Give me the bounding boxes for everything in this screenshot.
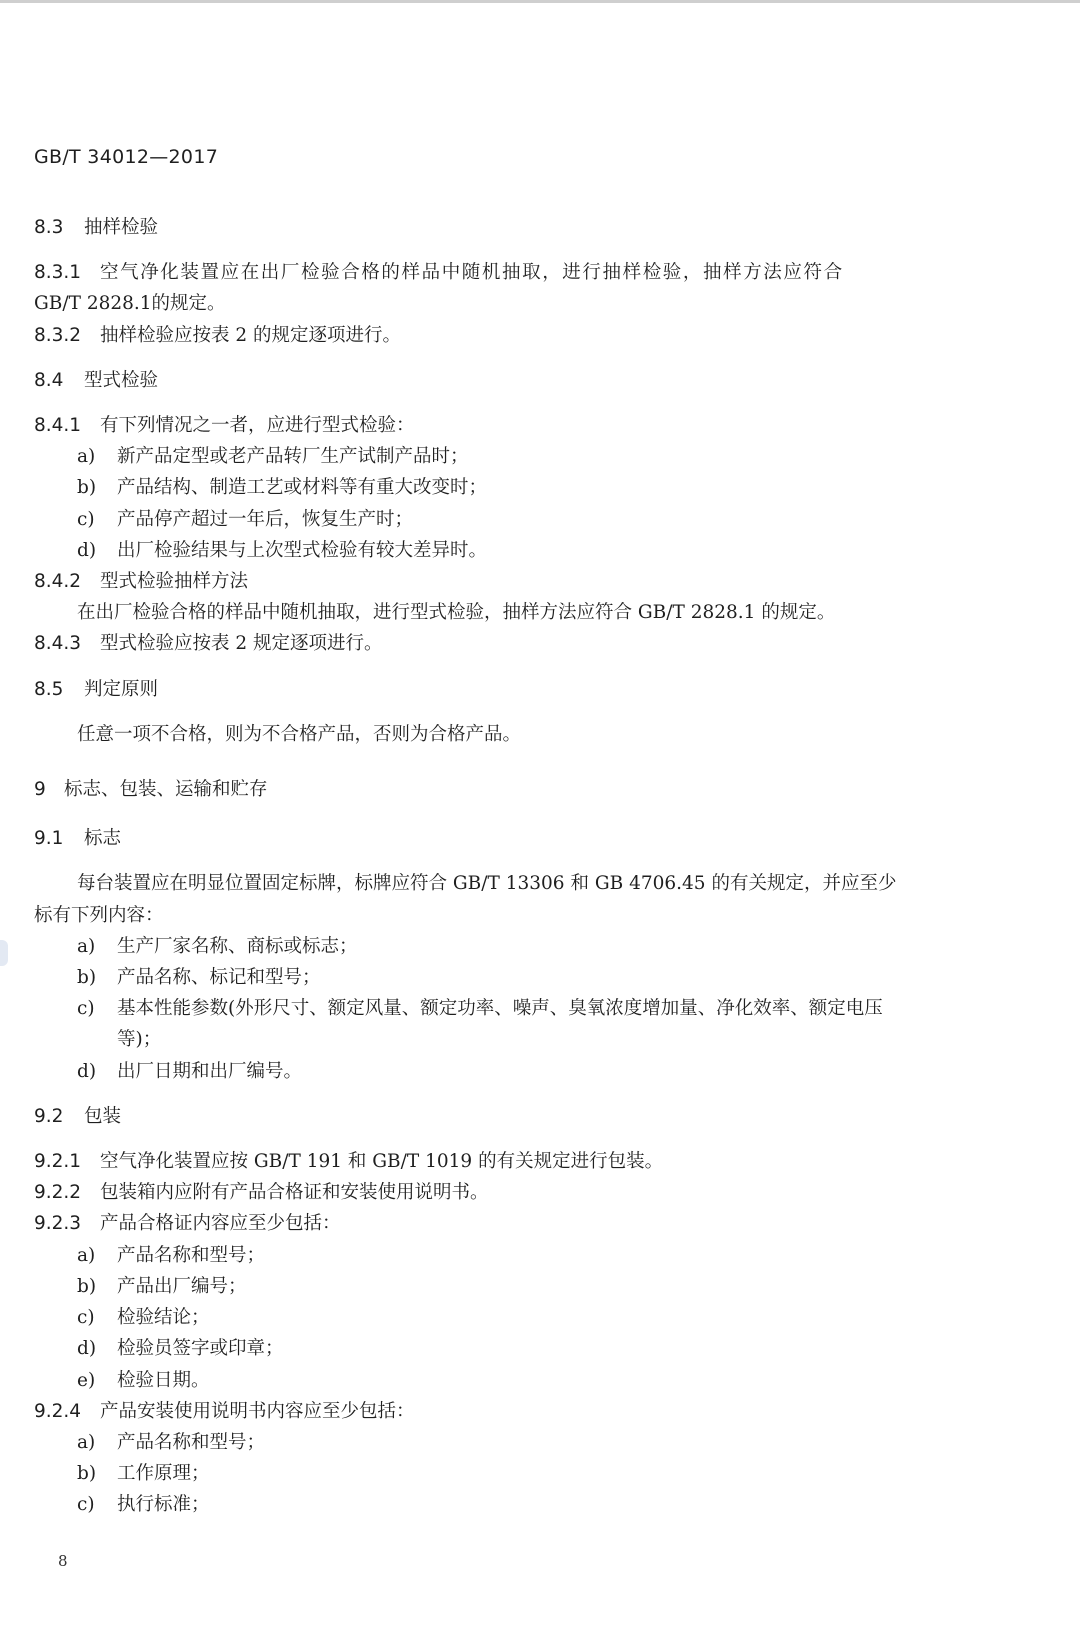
list-label: a) — [77, 1431, 96, 1453]
clause-text: 型式检验应按表 2 规定逐项进行。 — [100, 633, 383, 655]
section-9-1-body: 每台装置应在明显位置固定标牌，标牌应符合 GB/T 13306 和 GB 4706.45 的有关规定，并应至少 — [77, 873, 897, 895]
clause-text: 空气净化装置应在出厂检验合格的样品中随机抽取，进行抽样检验，抽样方法应符合 — [100, 262, 844, 284]
section-number: 8.5 — [34, 678, 64, 700]
clause-text: 有下列情况之一者，应进行型式检验： — [100, 415, 415, 437]
section-9-1-heading — [34, 823, 1034, 854]
list-text: 产品出厂编号； — [117, 1275, 247, 1297]
clause-9-2-4 — [34, 1396, 1034, 1427]
list-item — [34, 1271, 1034, 1302]
section-8-5-heading — [34, 674, 1034, 705]
list-text: 检验结论； — [117, 1307, 210, 1329]
list-text: 新产品定型或老产品转厂生产试制产品时； — [117, 446, 469, 468]
clause-number: 9.2.4 — [34, 1400, 82, 1422]
clause-8-4-3 — [34, 628, 1034, 659]
list-item — [34, 962, 1034, 993]
clause-text: 型式检验抽样方法 — [100, 571, 249, 593]
list-item — [34, 1458, 1034, 1489]
list-text: 产品名称、标记和型号； — [117, 967, 321, 989]
top-border — [0, 0, 1080, 3]
list-text: 产品停产超过一年后，恢复生产时； — [117, 508, 414, 530]
list-text: 产品结构、制造工艺或材料等有重大改变时； — [117, 477, 488, 499]
clause-number: 8.4.2 — [34, 571, 82, 593]
list-item — [34, 1333, 1034, 1364]
list-item — [34, 993, 1034, 1024]
list-label: c) — [77, 1307, 95, 1329]
clause-9-2-3 — [34, 1208, 1034, 1239]
chapter-title: 标志、包装、运输和贮存 — [64, 779, 268, 801]
list-item — [34, 504, 1034, 535]
document-page — [34, 142, 1034, 1521]
section-number: 9.2 — [34, 1105, 64, 1127]
section-number: 8.3 — [34, 217, 64, 238]
list-item — [34, 535, 1034, 566]
section-title: 抽样检验 — [84, 217, 159, 238]
list-label: b) — [77, 1463, 97, 1485]
list-label: d) — [77, 539, 97, 561]
clause-number: 8.3.1 — [34, 262, 82, 284]
list-label: b) — [77, 967, 97, 989]
list-text: 检验日期。 — [117, 1369, 210, 1391]
clause-8-3-2 — [34, 320, 1034, 351]
list-label: c) — [77, 998, 95, 1020]
clause-number: 9.2.1 — [34, 1151, 82, 1173]
section-8-3-heading — [34, 212, 1034, 243]
clause-number: 8.3.2 — [34, 324, 82, 346]
list-item — [34, 472, 1034, 503]
clause-number: 9.2.2 — [34, 1182, 82, 1204]
list-label: d) — [77, 1060, 97, 1082]
section-number: 9.1 — [34, 828, 64, 850]
clause-text: 包装箱内应附有产品合格证和安装使用说明书。 — [100, 1182, 489, 1204]
list-item — [34, 1365, 1034, 1396]
list-label: d) — [77, 1338, 97, 1360]
list-label: b) — [77, 477, 97, 499]
list-text: 生产厂家名称、商标或标志； — [117, 935, 358, 957]
section-title: 型式检验 — [84, 369, 159, 391]
list-text: 产品名称和型号； — [117, 1244, 266, 1266]
section-9-2-heading — [34, 1101, 1034, 1132]
list-label: a) — [77, 1244, 96, 1266]
section-title: 包装 — [84, 1105, 122, 1127]
clause-text: 产品合格证内容应至少包括： — [100, 1213, 341, 1235]
chapter-9-heading — [34, 774, 1034, 805]
list-text: 检验员签字或印章； — [117, 1338, 284, 1360]
list-item — [34, 931, 1034, 962]
side-marker — [0, 940, 8, 966]
clause-8-4-2 — [34, 566, 1034, 597]
list-label: a) — [77, 935, 96, 957]
clause-8-4-2-body: 在出厂检验合格的样品中随机抽取，进行型式检验，抽样方法应符合 GB/T 2828.1 的规定。 — [77, 602, 836, 624]
clause-8-4-1 — [34, 410, 1034, 441]
list-text: 产品名称和型号； — [117, 1431, 266, 1453]
clause-8-3-1 — [34, 257, 1034, 288]
clause-9-2-2 — [34, 1177, 1034, 1208]
clause-8-3-1-cont: GB/T 2828.1的规定。 — [34, 293, 226, 315]
clause-number: 9.2.3 — [34, 1213, 82, 1235]
section-8-4-heading — [34, 365, 1034, 396]
list-label: c) — [77, 1494, 95, 1516]
list-item — [34, 1056, 1034, 1087]
list-text: 工作原理； — [117, 1463, 210, 1485]
clause-text: 抽样检验应按表 2 的规定逐项进行。 — [100, 324, 402, 346]
clause-number: 8.4.1 — [34, 415, 82, 437]
list-label: c) — [77, 508, 95, 530]
list-text: 出厂日期和出厂编号。 — [117, 1060, 303, 1082]
section-9-1-body-cont: 标有下列内容： — [34, 904, 164, 926]
list-text: 出厂检验结果与上次型式检验有较大差异时。 — [117, 539, 488, 561]
list-text: 基本性能参数(外形尺寸、额定风量、额定功率、噪声、臭氧浓度增加量、净化效率、额定电压 — [117, 998, 883, 1020]
list-item-cont: 等)； — [117, 1029, 162, 1051]
list-label: b) — [77, 1275, 97, 1297]
list-item — [34, 1427, 1034, 1458]
list-item — [34, 1489, 1034, 1520]
clause-text: 产品安装使用说明书内容应至少包括： — [100, 1400, 415, 1422]
list-item — [34, 1240, 1034, 1271]
list-label: a) — [77, 446, 96, 468]
page-number: 8 — [58, 1552, 68, 1570]
clause-number: 8.4.3 — [34, 633, 82, 655]
section-number: 8.4 — [34, 369, 64, 391]
section-title: 判定原则 — [84, 678, 159, 700]
list-label: e) — [77, 1369, 96, 1391]
clause-9-2-1 — [34, 1146, 1034, 1177]
section-8-5-body: 任意一项不合格，则为不合格产品，否则为合格产品。 — [77, 723, 522, 745]
section-title: 标志 — [84, 828, 122, 850]
list-item — [34, 441, 1034, 472]
list-item — [34, 1302, 1034, 1333]
standard-header: GB/T 34012—2017 — [34, 146, 219, 168]
chapter-number: 9 — [34, 779, 46, 801]
list-text: 执行标准； — [117, 1494, 210, 1516]
clause-text: 空气净化装置应按 GB/T 191 和 GB/T 1019 的有关规定进行包装。 — [100, 1151, 664, 1173]
